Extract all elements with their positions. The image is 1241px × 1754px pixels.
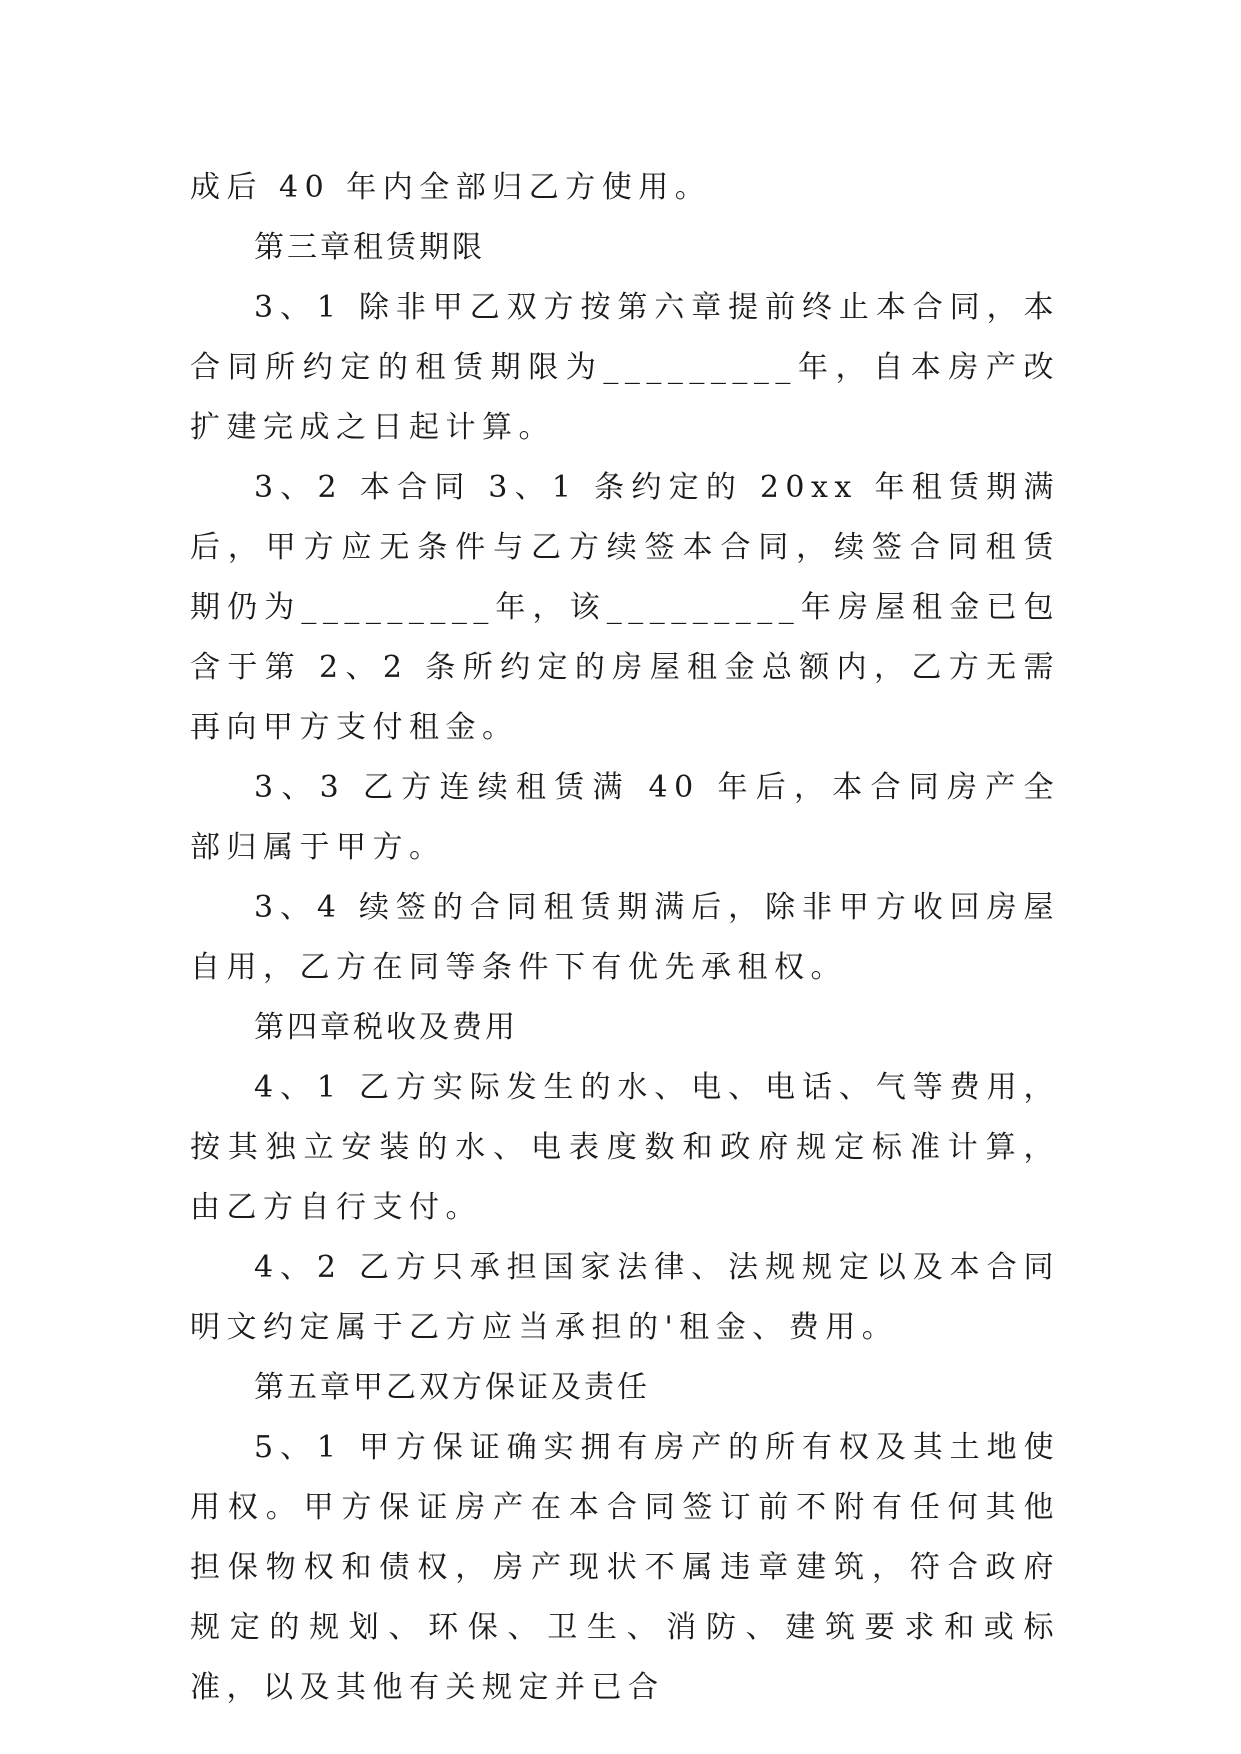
clause-4-2: 4、2 乙方只承担国家法律、法规规定以及本合同明文约定属于乙方应当承担的'租金、费用。 [190,1250,1060,1345]
clause-4-1: 4、1 乙方实际发生的水、电、电话、气等费用，按其独立安装的水、电表度数和政府规定标准计算，由乙方自行支付。 [190,1070,1060,1225]
clause-3-3: 3、3 乙方连续租赁满 40 年后，本合同房产全部归属于甲方。 [190,770,1060,865]
clause-3-4: 3、4 续签的合同租赁期满后，除非甲方收回房屋自用，乙方在同等条件下有优先承租权。 [190,890,1060,985]
clause-3-1: 3、1 除非甲乙双方按第六章提前终止本合同，本合同所约定的租赁期限为_________年，自本房产改扩建完成之日起计算。 [190,290,1060,445]
document-body [190,158,1060,1718]
paragraph-continuation: 成后 40 年内全部归乙方使用。 [190,170,712,205]
chapter-4-heading: 第四章税收及费用 [254,1010,518,1045]
chapter-5-heading: 第五章甲乙双方保证及责任 [254,1370,650,1405]
clause-5-1: 5、1 甲方保证确实拥有房产的所有权及其土地使用权。甲方保证房产在本合同签订前不附有任何其他担保物权和债权，房产现状不属违章建筑，符合政府规定的规划、环保、卫生、消防、建筑要求和或标准，以及其他有关规定并已合 [190,1430,1060,1705]
clause-3-2: 3、2 本合同 3、1 条约定的 20xx 年租赁期满后，甲方应无条件与乙方续签本合同，续签合同租赁期仍为_________年，该_________年房屋租金已包含于第 2、2 条所约定的房屋租金总额内，乙方无需再向甲方支付租金。 [190,470,1060,745]
chapter-3-heading: 第三章租赁期限 [254,230,485,265]
